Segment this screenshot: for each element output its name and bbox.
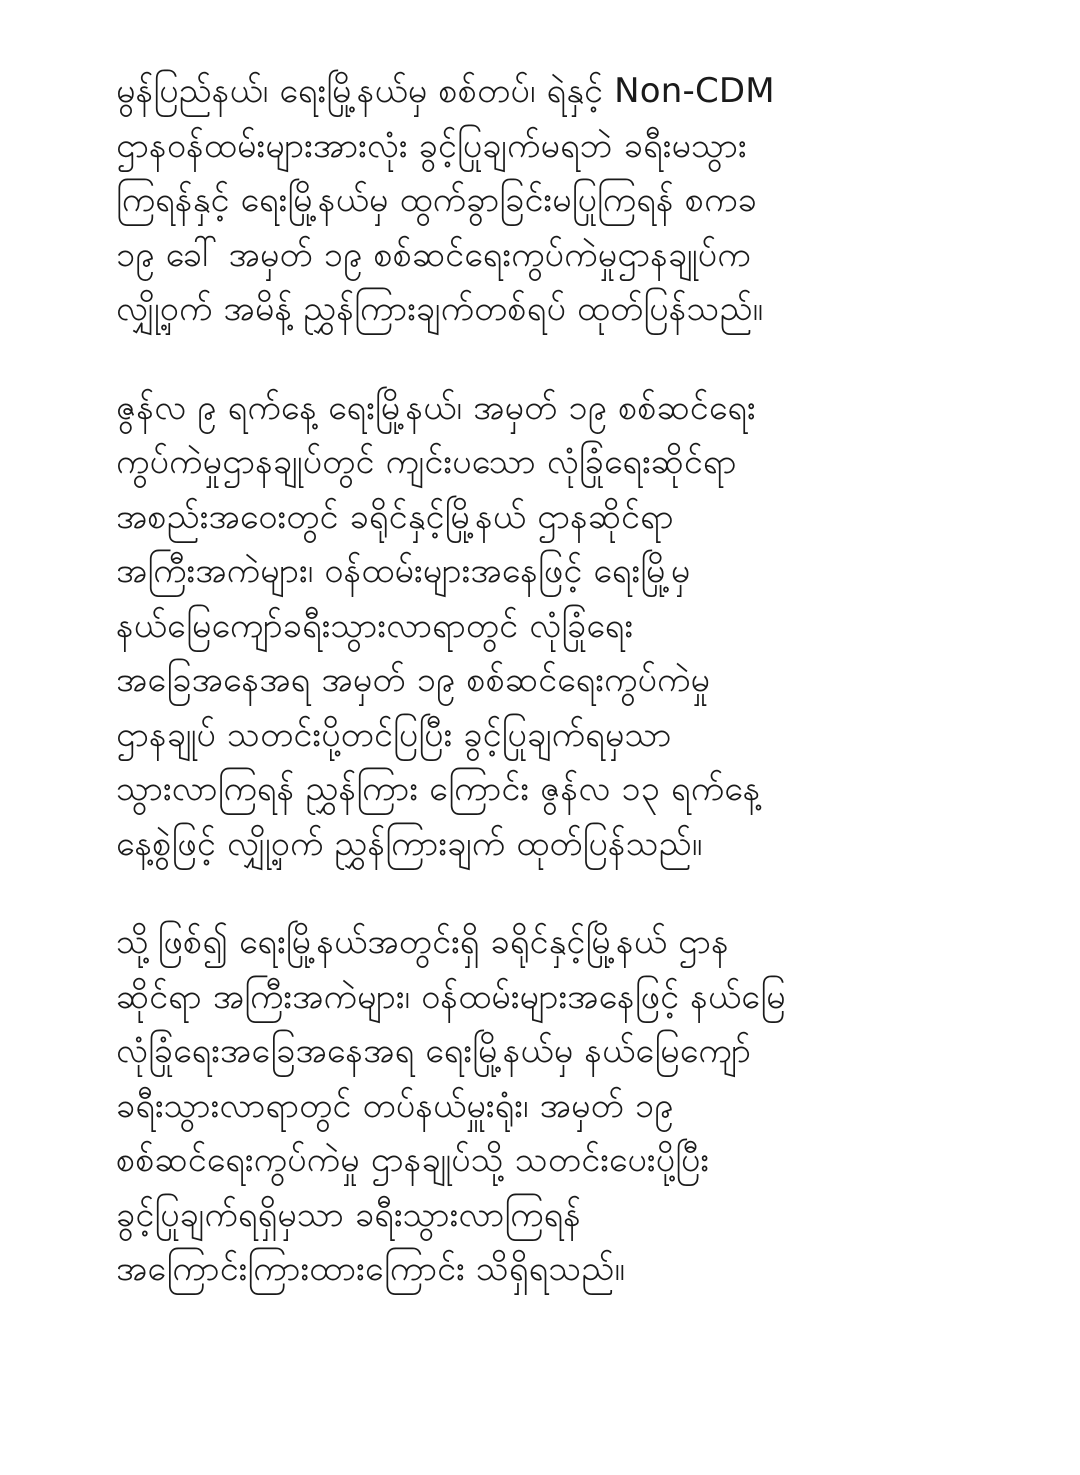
text-line: လျှို့ဝှက် အမိန့် ညွှန်ကြားချက်တစ်ရပ် ထုတ်ပြန်သည်။ — [116, 289, 764, 329]
text-line: ခရီးသွားလာရာတွင် တပ်နယ်မှူးရုံး၊ အမှတ် ၁၉ — [116, 1085, 674, 1126]
article-body — [116, 64, 1056, 1341]
text-line: ဆိုင်ရာ အကြီးအကဲများ၊ ဝန်ထမ်းများအနေဖြင့် နယ်မြေ — [116, 976, 786, 1017]
text-line: လုံခြုံရေးအခြေအနေအရ ရေးမြို့နယ်မှ နယ်မြေကျော် — [116, 1031, 752, 1071]
paragraph-2 — [116, 381, 1056, 872]
text-line: အခြေအနေအရ အမှတ် ၁၉ စစ်ဆင်ရေးကွပ်ကဲမှု — [116, 660, 711, 700]
text-line: ကြရန်နှင့် ရေးမြို့နယ်မှ ထွက်ခွာခြင်းမပြုကြရန် စကခ — [116, 180, 757, 220]
text-line: ဇွန်လ ၉ ရက်နေ့ ရေးမြို့နယ်၊ အမှတ် ၁၉ စစ်ဆင်ရေး — [116, 387, 756, 428]
text-line: သွားလာကြရန် ညွှန်ကြား ကြောင်း ဇွန်လ ၁၃ ရက်နေ့ — [116, 769, 761, 809]
text-line: နေ့စွဲဖြင့် လျှို့ဝှက် ညွှန်ကြားချက် ထုတ်ပြန်သည်။ — [116, 823, 703, 864]
text-line: အကြီးအကဲများ၊ ဝန်ထမ်းများအနေဖြင့် ရေးမြို့မှ — [116, 551, 691, 591]
text-line: ဌာနချုပ် သတင်းပို့တင်ပြပြီး ခွင့်ပြုချက်ရမှသာ — [116, 714, 672, 755]
text-line: ကွပ်ကဲမှုဌာနချုပ်တွင် ကျင်းပသော လုံခြုံရေးဆိုင်ရာ — [116, 442, 737, 482]
text-line: အစည်းအဝေးတွင် ခရိုင်နှင့်မြို့နယ် ဌာနဆိုင်ရာ — [116, 496, 674, 537]
text-line: စစ်ဆင်ရေးကွပ်ကဲမှု ဌာနချုပ်သို့ သတင်းပေးပို့ပြီး — [116, 1140, 710, 1180]
text-line: မွန်ပြည်နယ်၊ ရေးမြို့နယ်မှ စစ်တပ်၊ ရဲနှင့် Non-CDM — [116, 71, 775, 111]
text-line: ဌာနဝန်ထမ်းများအားလုံး ခွင့်ပြုချက်မရဘဲ ခရီးမသွား — [116, 125, 747, 166]
paragraph-1 — [116, 64, 1056, 337]
text-line: သို့ဖြစ်၍ ရေးမြို့နယ်အတွင်းရှိ ခရိုင်နှင့်မြို့နယ် ဌာန — [116, 922, 729, 962]
text-line: ခွင့်ပြုချက်ရရှိမှသာ ခရီးသွားလာကြရန် — [116, 1194, 582, 1235]
paragraph-3 — [116, 915, 1056, 1297]
text-line: နယ်မြေကျော်ခရီးသွားလာရာတွင် လုံခြုံရေး — [116, 605, 634, 646]
text-line: ၁၉ ခေါ် အမှတ် ၁၉ စစ်ဆင်ရေးကွပ်ကဲမှုဌာနချုပ်က — [116, 234, 751, 275]
text-line: အကြောင်းကြားထားကြောင်း သိရှိရသည်။ — [116, 1249, 625, 1289]
